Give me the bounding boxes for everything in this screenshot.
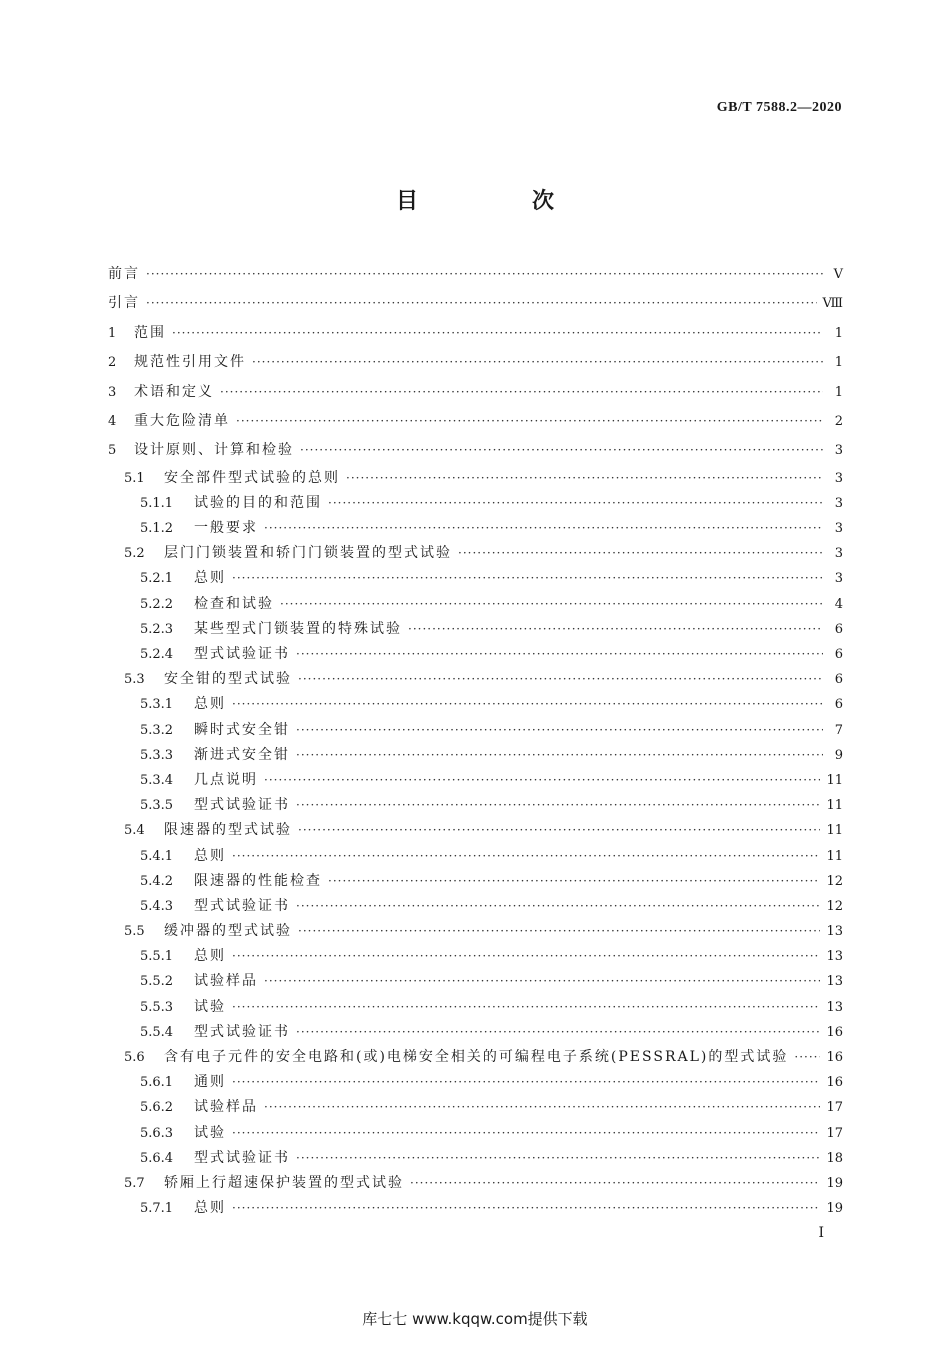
toc-entry-number: 5.4.2	[140, 873, 174, 889]
page-number: I	[818, 1225, 824, 1241]
toc-entry-page: 3	[834, 443, 843, 459]
toc-entry-page: 6	[834, 647, 843, 663]
toc-entry[interactable]	[108, 1146, 843, 1171]
toc-entry-label: 总则	[194, 948, 226, 965]
toc-entry[interactable]	[108, 919, 843, 944]
toc-entry-label: 通则	[194, 1074, 226, 1091]
toc-entry-number: 5.5.1	[140, 949, 174, 965]
toc-entry-label: 型式试验证书	[194, 897, 290, 914]
toc-entry[interactable]	[108, 348, 843, 377]
toc-entry-number: 5	[108, 443, 117, 459]
toc-entry-page: 16	[826, 1024, 843, 1040]
toc-entry-label: 限速器的型式试验	[164, 822, 292, 839]
toc-leader-dots	[794, 1045, 820, 1070]
toc-entry[interactable]	[108, 743, 843, 768]
toc-entry[interactable]	[108, 844, 843, 869]
toc-leader-dots	[232, 1196, 820, 1221]
toc-leader-dots	[296, 642, 823, 667]
toc-entry-label: 渐进式安全钳	[194, 746, 290, 763]
toc-entry-label: 型式试验证书	[194, 1149, 290, 1166]
toc-entry-page: 16	[826, 1075, 843, 1091]
toc-entry-label: 总则	[194, 696, 226, 713]
toc-entry-number: 5.2.1	[140, 571, 174, 587]
toc-leader-dots	[220, 378, 823, 407]
toc-entry[interactable]	[108, 1045, 843, 1070]
toc-leader-dots	[458, 541, 823, 566]
toc-entry-number: 5.1	[124, 470, 145, 486]
toc-entry[interactable]	[108, 378, 843, 407]
toc-entry-page: 3	[834, 470, 843, 486]
toc-entry-page: 3	[834, 546, 843, 562]
toc-entry-page: 19	[826, 1175, 843, 1191]
toc-entry-page: 11	[826, 798, 843, 814]
toc-leader-dots	[232, 1070, 820, 1095]
toc-leader-dots	[346, 466, 823, 491]
toc-leader-dots	[296, 894, 820, 919]
toc-leader-dots	[300, 436, 823, 465]
toc-entry-number: 5.1.1	[140, 495, 174, 511]
toc-entry-label: 前言	[108, 266, 140, 282]
toc-entry-number: 5.6	[124, 1050, 145, 1066]
toc-entry-label: 术语和定义	[134, 383, 214, 400]
toc-entry[interactable]	[108, 667, 843, 692]
toc-leader-dots	[232, 1121, 820, 1146]
toc-entry[interactable]	[108, 1070, 843, 1095]
toc-entry-page: 17	[826, 1100, 843, 1116]
toc-entry-page: 11	[826, 772, 843, 788]
toc-leader-dots	[296, 1146, 820, 1171]
toc-entry-number: 5.2.2	[140, 596, 174, 612]
toc-entry-page: 12	[826, 873, 843, 889]
toc-entry-number: 5.7	[124, 1175, 145, 1191]
toc-entry-label: 型式试验证书	[194, 1023, 290, 1040]
toc-entry-label: 型式试验证书	[194, 646, 290, 663]
toc-entry-label: 安全部件型式试验的总则	[164, 469, 340, 486]
toc-entry-label: 试验	[194, 998, 226, 1015]
toc-entry[interactable]	[108, 592, 843, 617]
toc-leader-dots	[264, 768, 820, 793]
toc-leader-dots	[252, 348, 823, 377]
toc-entry-page: 12	[826, 898, 843, 914]
toc-entry-number: 5.3.2	[140, 722, 174, 738]
toc-leader-dots	[296, 743, 823, 768]
toc-entry-page: Ⅴ	[833, 267, 843, 282]
toc-entry-number: 5.3.3	[140, 747, 174, 763]
toc-entry[interactable]	[108, 319, 843, 348]
toc-leader-dots	[264, 969, 820, 994]
toc-entry-page: 3	[834, 521, 843, 537]
toc-entry[interactable]	[108, 692, 843, 717]
toc-entry-label: 重大危险清单	[134, 412, 230, 429]
toc-leader-dots	[280, 592, 823, 617]
toc-entry-page: 19	[826, 1201, 843, 1217]
toc-leader-dots	[298, 667, 823, 692]
toc-entry-number: 5.3.1	[140, 697, 174, 713]
toc-entry-number: 5.3.5	[140, 798, 174, 814]
toc-entry-number: 3	[108, 384, 117, 400]
toc-entry-number: 5.3	[124, 672, 145, 688]
toc-entry-label: 总则	[194, 570, 226, 587]
toc-entry-page: 13	[826, 999, 843, 1015]
toc-entry-label: 轿厢上行超速保护装置的型式试验	[164, 1174, 404, 1191]
toc-entry[interactable]	[108, 541, 843, 566]
toc-entry-label: 限速器的性能检查	[194, 872, 322, 889]
toc-entry[interactable]	[108, 944, 843, 969]
toc-leader-dots	[298, 919, 820, 944]
toc-entry-label: 层门门锁装置和轿门门锁装置的型式试验	[164, 545, 452, 562]
toc-entry[interactable]	[108, 1171, 843, 1196]
toc-entry-page: 4	[834, 596, 843, 612]
toc-entry[interactable]	[108, 436, 843, 465]
toc-entry-label: 瞬时式安全钳	[194, 721, 290, 738]
toc-entry-page: 18	[826, 1150, 843, 1166]
toc-leader-dots	[172, 319, 823, 348]
toc-entry[interactable]	[108, 1121, 843, 1146]
toc-entry-label: 试验样品	[194, 1099, 258, 1116]
toc-entry-number: 5.6.2	[140, 1100, 174, 1116]
toc-entry-number: 1	[108, 325, 117, 341]
toc-entry-label: 范围	[134, 324, 166, 341]
toc-entry-label: 安全钳的型式试验	[164, 671, 292, 688]
toc-entry-number: 5.1.2	[140, 521, 174, 537]
toc-leader-dots	[146, 260, 823, 289]
toc-entry-number: 5.6.1	[140, 1075, 174, 1091]
toc-entry[interactable]	[108, 289, 843, 318]
toc-leader-dots	[232, 692, 823, 717]
toc-entry-page: 9	[834, 747, 843, 763]
toc-entry-number: 5.5.4	[140, 1024, 174, 1040]
toc-entry-number: 5.3.4	[140, 772, 174, 788]
toc-entry[interactable]	[108, 793, 843, 818]
toc-leader-dots	[298, 818, 820, 843]
toc-entry[interactable]	[108, 995, 843, 1020]
toc-entry-label: 引言	[108, 295, 140, 312]
toc-entry[interactable]	[108, 818, 843, 843]
toc-entry[interactable]	[108, 969, 843, 994]
toc-entry[interactable]	[108, 1196, 843, 1221]
toc-entry-label: 试验的目的和范围	[194, 494, 322, 511]
toc-entry-number: 4	[108, 413, 117, 429]
toc-entry[interactable]	[108, 516, 843, 541]
toc-entry[interactable]	[108, 566, 843, 591]
toc-leader-dots	[328, 491, 823, 516]
toc-leader-dots	[236, 407, 823, 436]
download-footer: 库七七 www.kqqw.com提供下载	[362, 1310, 588, 1328]
toc-entry-label: 某些型式门锁装置的特殊试验	[194, 620, 402, 637]
toc-entry-page: 13	[826, 974, 843, 990]
toc-entry-page: 17	[826, 1125, 843, 1141]
toc-entry-page: 6	[834, 697, 843, 713]
page-title: 目 次	[395, 189, 600, 214]
toc-entry-label: 试验	[194, 1124, 226, 1141]
toc-entry-label: 试验样品	[194, 973, 258, 990]
toc-entry-page: 6	[834, 621, 843, 637]
toc-entry-number: 2	[108, 355, 117, 371]
toc-entry[interactable]	[108, 869, 843, 894]
toc-leader-dots	[232, 995, 820, 1020]
toc-entry-number: 5.4	[124, 823, 145, 839]
toc-leader-dots	[296, 1020, 820, 1045]
toc-entry-page: 1	[834, 355, 843, 371]
toc-leader-dots	[232, 566, 823, 591]
toc-entry[interactable]	[108, 1020, 843, 1045]
toc-entry-label: 缓冲器的型式试验	[164, 923, 292, 940]
toc-entry-number: 5.7.1	[140, 1201, 174, 1217]
toc-entry[interactable]	[108, 768, 843, 793]
toc-entry-page: 3	[834, 495, 843, 511]
toc-entry-number: 5.6.4	[140, 1150, 174, 1166]
toc-leader-dots	[146, 289, 817, 318]
toc-entry-number: 5.4.3	[140, 898, 174, 914]
toc-leader-dots	[408, 617, 823, 642]
toc-entry-number: 5.2	[124, 546, 145, 562]
toc-entry-label: 含有电子元件的安全电路和(或)电梯安全相关的可编程电子系统(PESSRAL)的型式试验	[164, 1049, 789, 1066]
toc-entry[interactable]	[108, 1095, 843, 1120]
toc-leader-dots	[296, 718, 823, 743]
toc-entry-page: 13	[826, 924, 843, 940]
toc-entry-page: 1	[834, 384, 843, 400]
toc-entry-page: 7	[834, 722, 843, 738]
toc-leader-dots	[264, 516, 823, 541]
toc-leader-dots	[296, 793, 820, 818]
toc-entry-label: 型式试验证书	[194, 797, 290, 814]
toc-entry[interactable]	[108, 466, 843, 491]
toc-leader-dots	[232, 944, 820, 969]
toc-leader-dots	[410, 1171, 820, 1196]
toc-entry[interactable]	[108, 260, 843, 289]
toc-entry-number: 5.5.2	[140, 974, 174, 990]
toc-entry-page: 3	[834, 571, 843, 587]
toc-entry-label: 几点说明	[194, 771, 258, 788]
toc-entry-number: 5.2.3	[140, 621, 174, 637]
toc-entry-label: 设计原则、计算和检验	[134, 442, 294, 459]
toc-leader-dots	[328, 869, 820, 894]
toc-entry-page: 11	[826, 823, 843, 839]
toc-entry-page: 11	[826, 848, 843, 864]
toc-entry-label: 一般要求	[194, 520, 258, 537]
table-of-contents	[108, 260, 843, 1221]
toc-entry-page: 13	[826, 949, 843, 965]
toc-entry-label: 检查和试验	[194, 595, 274, 612]
toc-entry-page: 6	[834, 672, 843, 688]
toc-entry-number: 5.2.4	[140, 647, 174, 663]
toc-leader-dots	[232, 844, 820, 869]
toc-entry[interactable]	[108, 718, 843, 743]
toc-entry-number: 5.4.1	[140, 848, 174, 864]
toc-entry-number: 5.5	[124, 924, 145, 940]
toc-entry[interactable]	[108, 491, 843, 516]
toc-entry-number: 5.6.3	[140, 1125, 174, 1141]
toc-entry[interactable]	[108, 617, 843, 642]
toc-entry-label: 总则	[194, 847, 226, 864]
toc-entry-page: 1	[834, 325, 843, 341]
toc-entry-label: 总则	[194, 1200, 226, 1217]
toc-entry[interactable]	[108, 642, 843, 667]
toc-entry-page: 16	[826, 1050, 843, 1066]
toc-leader-dots	[264, 1095, 820, 1120]
toc-entry[interactable]	[108, 407, 843, 436]
standard-code: GB/T 7588.2—2020	[716, 100, 842, 115]
toc-entry-page: 2	[834, 413, 843, 429]
toc-entry-label: 规范性引用文件	[134, 354, 246, 371]
toc-entry-number: 5.5.3	[140, 999, 174, 1015]
toc-entry[interactable]	[108, 894, 843, 919]
toc-entry-page: Ⅷ	[822, 296, 843, 312]
